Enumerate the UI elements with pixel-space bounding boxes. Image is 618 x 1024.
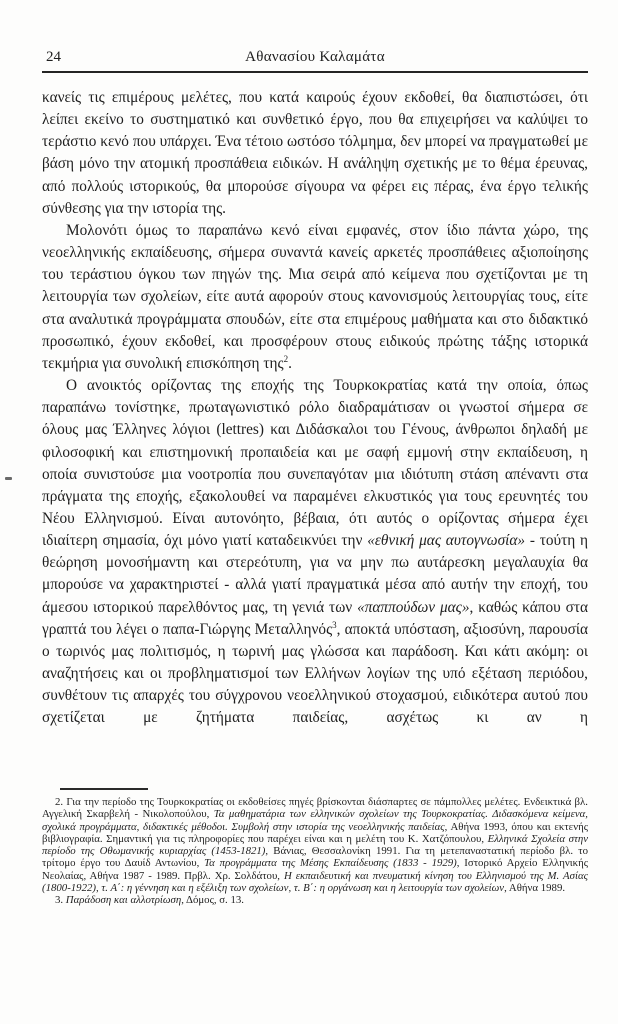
footnote-2: 2. Για την περίοδο της Τουρκοκρατίας οι εκδοθείσες πηγές βρίσκονται διάσπαρτες σε πάμπολλες μελέτες. Ενδεικτικά βλ. Αγγελική Σκαρβελή - Νικολοπούλου, Τα μαθηματάρια των ελληνικών σχολείων της Τουρκοκρατίας. Διδασκόμενα κείμενα, σχολικά προγράμματα, διδακτικές μέθοδοι. Συμβολή στην ιστορία της νεοελληνικής παιδείας, Αθήνα 1993, όπου και εκτενής βιβλιογραφία. Σημαντική για τις πληροφορίες που παρέχει είναι και η μελέτη του Κ. Χατζόπουλου, Ελληνικά Σχολεία στην περίοδο της Οθωμανικής κυριαρχίας (1453-1821), Βάνιας, Θεσσαλονίκη 1991. Για τη μετεπαναστατική περίοδο βλ. το τρίτομο έργο του Δαυίδ Αντωνίου, Τα προγράμματα της Μέσης Εκπαίδευσης (1833 - 1929), Ιστορικό Αρχείο Ελληνικής Νεολαίας, Αθήνα 1987 - 1989. Πρβλ. Χρ. Σολδάτου, Η εκπαιδευτική και πνευματική κίνηση του Ελληνισμού της Μ. Ασίας (1800-1922), τ. Α΄: η γέννηση και η εξέλιξη των σχολείων, τ. Β΄: η οργάνωση και η λειτουργία των σχολείων, Αθήνα 1989. xyxy=(42,796,589,894)
running-header-title: Αθανασίου Καλαμάτα xyxy=(245,49,385,65)
paragraph-1: κανείς τις επιμέρους μελέτες, που κατά καιρούς έχουν εκδοθεί, θα διαπιστώσει, ότι λείπει εκείνο το συστηματικό και συνθετικό έργο, που θα επιχειρήσει να καλύψει το τεράστιο κενό που υπάρχει. Ένα τέτοιο ωστόσο τόλμημα, δεν μπορεί να πραγματωθεί με βάση μόνο την ατομική προσπάθεια ειδικών. Η ανάληψη σχετικής με το θέμα έρευνας, από πολλούς ιστορικούς, θα μπορούσε σίγουρα να φέρει εις πέρας, ένα έργο τελικής σύνθεσης για την ιστορία της. xyxy=(42,89,588,217)
scan-artifact-mark xyxy=(5,477,12,480)
body-text xyxy=(42,87,588,730)
paragraph-3: Ο ανοικτός ορίζοντας της εποχής της Τουρκοκρατίας κατά την οποία, όπως παραπάνω τονίστηκε, πρωταγωνιστικό ρόλο διαδραμάτισαν οι γνωστοί σήμερα σε όλους μας Έλληνες λόγιοι (lettres) και Διδάσκαλοι του Γένους, άνθρωποι δηλαδή με φιλοσοφική και επιστημονική προπαιδεία και με σαφή εμμονή στην εκπαίδευση, η οποία συνιστούσε μια νοοτροπία που συνεπαγόταν μια ιδιότυπη στάση απέναντι στα πράγματα της εποχής, εξακολουθεί να παραμένει ελκυστικός για τους ερευνητές του Νέου Ελληνισμού. Είναι αυτονόητο, βέβαια, ότι αυτός ο ορίζοντας σήμερα έχει ιδιαίτερη σημασία, όχι μόνο γιατί καταδεικνύει την «εθνική μας αυτογνωσία» - τούτη η θεώρηση μονοσήμαντη και στερεότυπη, για να μην πω αυτάρεσκη μεγαλαυχία θα μπορούσε να χαρακτηριστεί - αλλά γιατί πραγματικά μέσα από αυτήν την εποχή, του άμεσου ιστορικού παρελθόντος μας, τη γενιά των «παππούδων μας», καθώς κάπου στα γραπτά του λέγει ο παπα-Γιώργης Μεταλληνός$^3$, αποκτά υπόσταση, αξιοσύνη, παρουσία ο τωρινός μας πολιτισμός, η τωρινή μας γλώσσα και παράδοση. Και κάτι ακόμη: οι αναζητήσεις και οι προβληματισμοί των Ελλήνων λογίων της υπό εξέταση περιόδου, συνθέτουν τις απαρχές του σύγχρονου νεοελληνικού στοχασμού, ειδικότερα αυτού που σχετίζεται με ζητήματα παιδείας, ασχέτως κι αν η xyxy=(42,377,588,727)
header-rule xyxy=(42,71,588,73)
footnote-separator-rule xyxy=(60,788,148,790)
page-number: 24 xyxy=(46,49,61,65)
paragraph-2: Μολονότι όμως το παραπάνω κενό είναι εμφανές, στον ίδιο πάντα χώρο, της νεοελληνικής εκπαίδευσης, σήμερα συναντά κανείς αρκετές προσπάθειες αξιοποίησης του τεράστιου όγκου των πηγών της. Μια σειρά από κείμενα που σχετίζονται με τη λειτουργία των σχολείων, είτε αυτά αφορούν στους κανονισμούς λειτουργίας τους, είτε στα αναλυτικά προγράμματα σπουδών, είτε στα επιμέρους μαθήματα και στο διδακτικό προσωπικό, έχουν εκδοθεί, και προσφέρουν στους ειδικούς πρώτης τάξης ιστορικά τεκμήρια για συνολική επισκόπηση της$^2$. xyxy=(42,221,588,372)
footnote-3: 3. Παράδοση και αλλοτρίωση, Δόμος, σ. 13. xyxy=(55,894,244,906)
footnotes-section xyxy=(42,796,588,906)
